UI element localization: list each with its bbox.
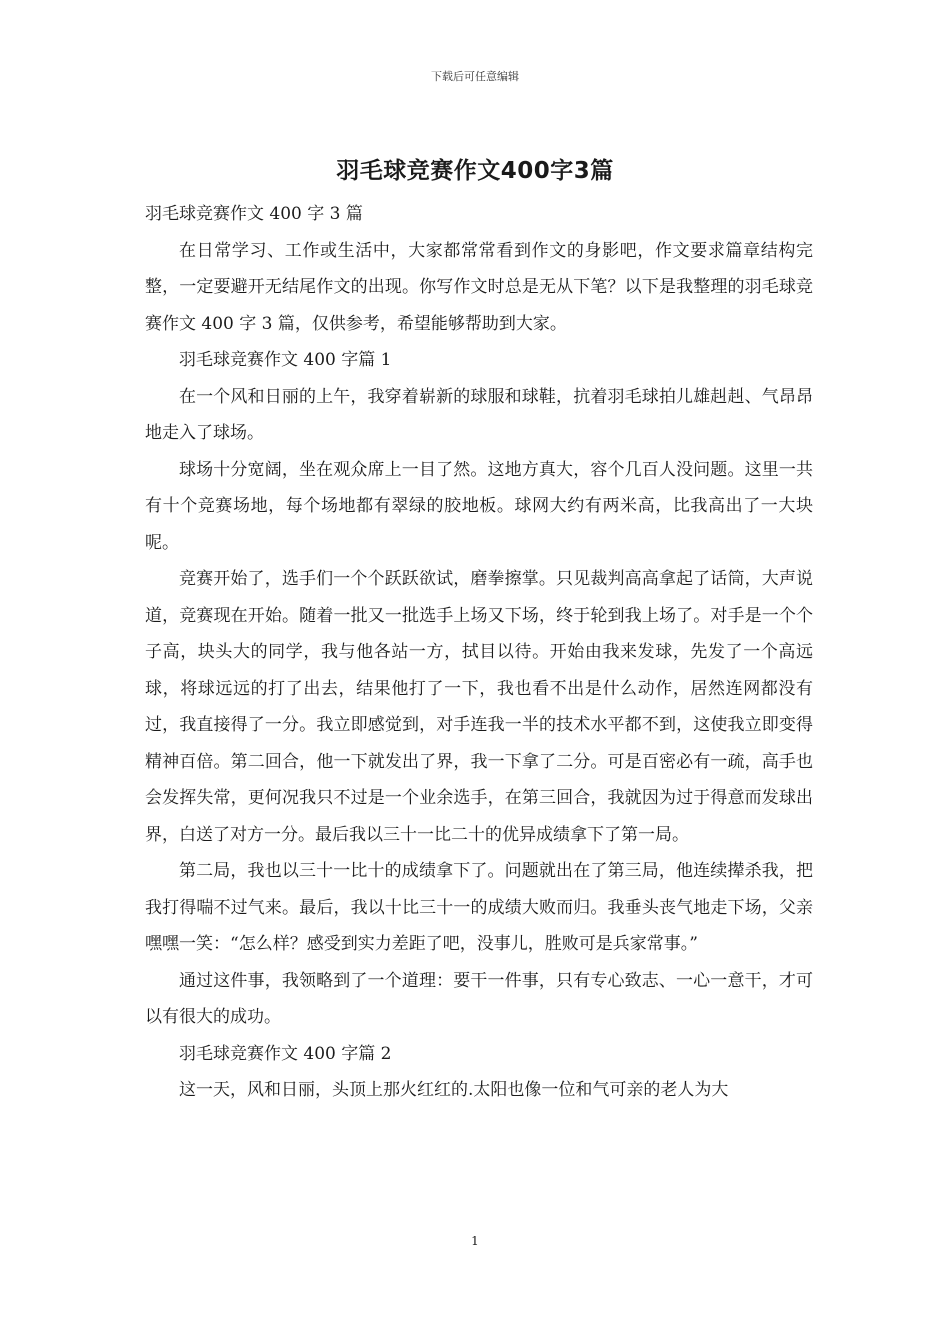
- body-paragraph: 在一个风和日丽的上午，我穿着崭新的球服和球鞋，抗着羽毛球拍儿雄赳赳、气昂昂地走入了球场。: [145, 386, 813, 443]
- body-paragraph: 竞赛开始了，选手们一个个跃跃欲试，磨拳擦掌。只见裁判高高拿起了话筒，大声说道，竞赛现在开始。随着一批又一批选手上场又下场，终于轮到我上场了。对手是一个个子高，块头大的同学，我与他各站一方，拭目以待。开始由我来发球，先发了一个高远球，将球远远的打了出去，结果他打了一下，我也看不出是什么动作，居然连网都没有过，我直接得了一分。我立即感觉到，对手连我一半的技术水平都不到，这使我立即变得精神百倍。第二回合，他一下就发出了界，我一下拿了二分。可是百密必有一疏，高手也会发挥失常，更何况我只不过是一个业余选手，在第三回合，我就因为过于得意而发球出界，白送了对方一分。最后我以三十一比二十的优异成绩拿下了第一局。: [145, 569, 813, 845]
- intro-paragraph: 在日常学习、工作或生活中，大家都常常看到作文的身影吧，作文要求篇章结构完整，一定要避开无结尾作文的出现。你写作文时总是无从下笔？以下是我整理的羽毛球竞赛作文 400 字 3 篇，仅供参考，希望能够帮助到大家。: [145, 240, 813, 334]
- document-title: 羽毛球竞赛作文400字3篇: [336, 158, 614, 184]
- section-heading-2: 羽毛球竞赛作文 400 字篇 2: [179, 1043, 392, 1064]
- section-heading-1: 羽毛球竞赛作文 400 字篇 1: [179, 350, 392, 370]
- document-body: [145, 196, 813, 1109]
- body-paragraph: 这一天，风和日丽，头顶上那火红红的.太阳也像一位和气可亲的老人为大: [179, 1080, 729, 1100]
- body-paragraph: 通过这件事，我领略到了一个道理：要干一件事，只有专心致志、一心一意干，才可以有很大的成功。: [145, 970, 813, 1027]
- body-paragraph: 第二局，我也以三十一比十的成绩拿下了。问题就出在了第三局，他连续撵杀我，把我打得喘不过气来。最后，我以十比三十一的成绩大败而归。我垂头丧气地走下场，父亲嘿嘿一笑：“怎么样？感受到实力差距了吧，没事儿，胜败可是兵家常事。”: [145, 861, 813, 954]
- body-paragraph: 球场十分宽阔，坐在观众席上一目了然。这地方真大，容个几百人没问题。这里一共有十个竞赛场地，每个场地都有翠绿的胶地板。球网大约有两米高，比我高出了一大块呢。: [145, 459, 813, 553]
- subtitle-line: 羽毛球竞赛作文 400 字 3 篇: [145, 204, 363, 224]
- header-note: 下载后可任意编辑: [431, 70, 519, 83]
- page-number: 1: [471, 1234, 479, 1248]
